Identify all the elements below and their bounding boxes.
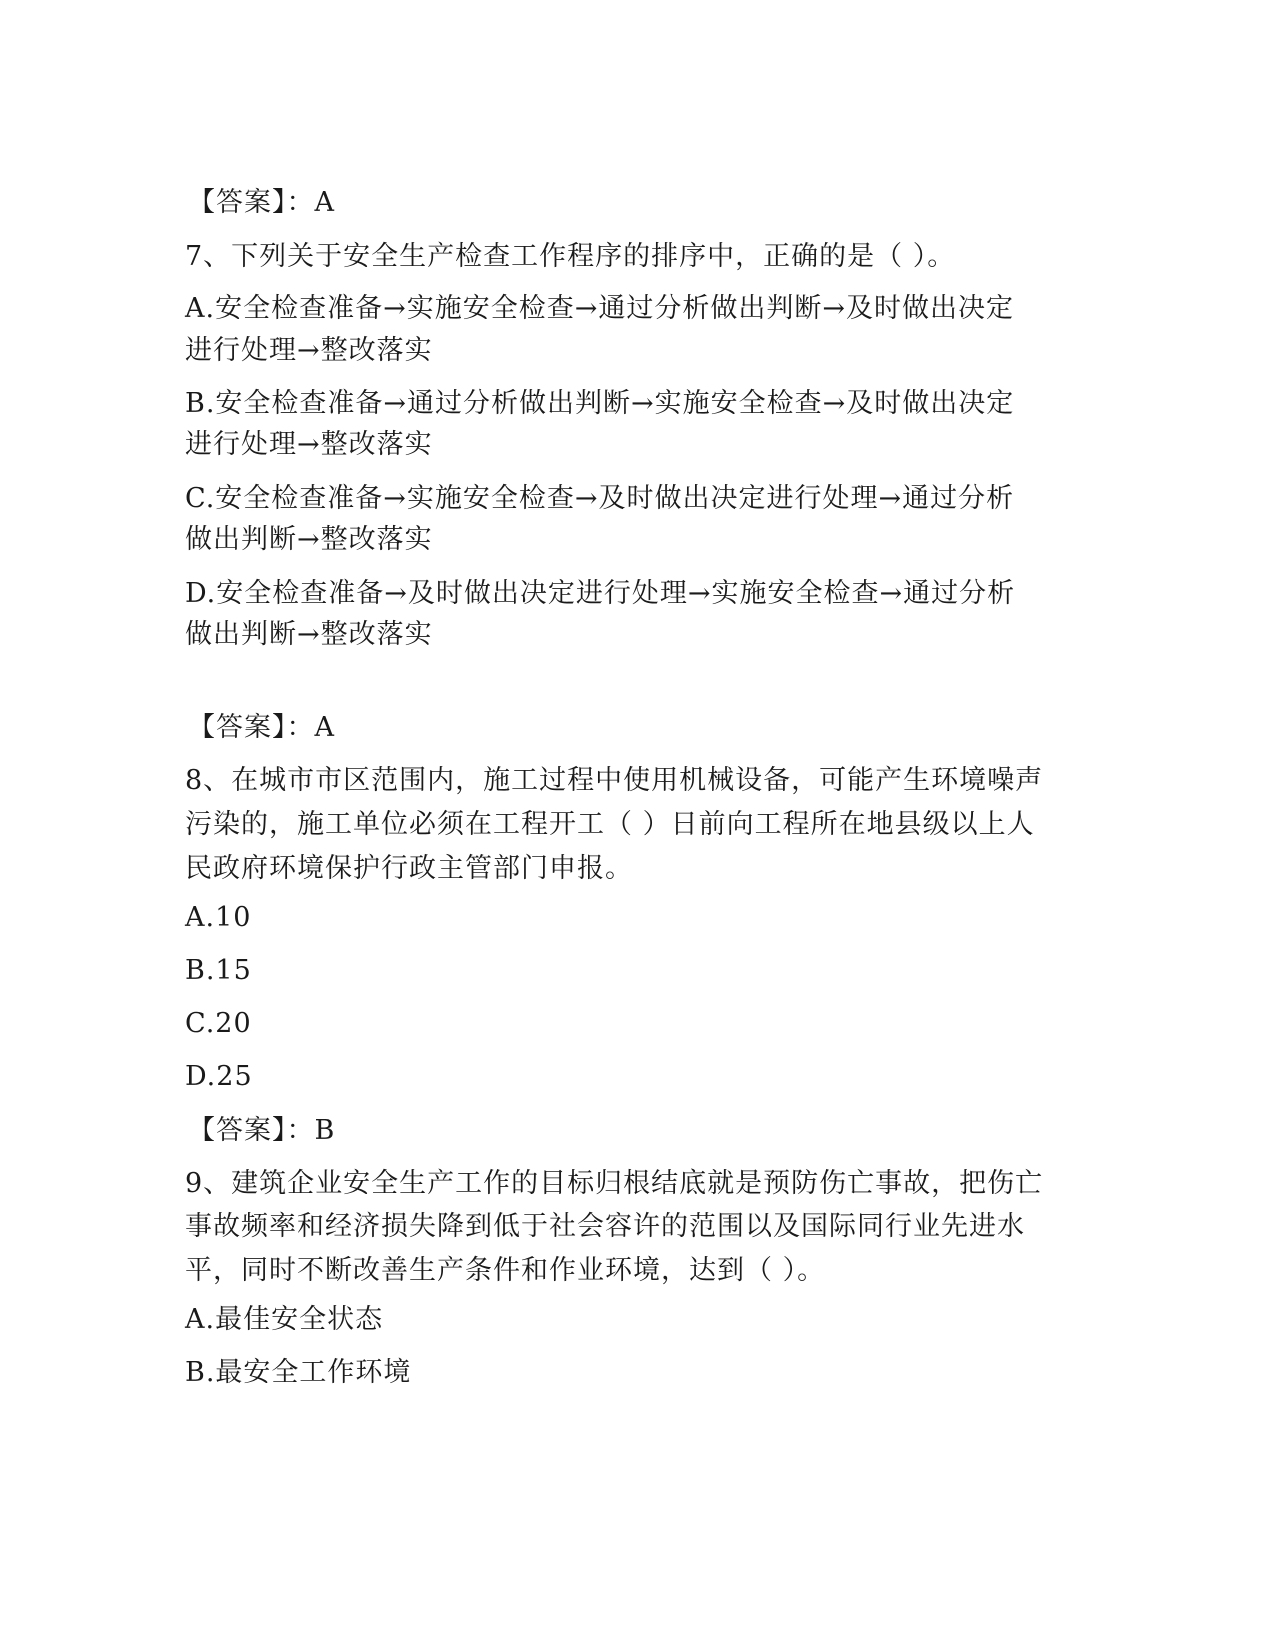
question-9-stem-line3: 平，同时不断改善生产条件和作业环境，达到（ ）。: [185, 1255, 826, 1286]
question-7-option-c-line2: 做出判断→整改落实: [185, 524, 433, 555]
question-8-stem-line1: 8、在城市市区范围内，施工过程中使用机械设备，可能产生环境噪声: [185, 765, 1044, 796]
question-7-option-d-line2: 做出判断→整改落实: [185, 619, 433, 650]
answer-8: 【答案】：B: [188, 1115, 336, 1146]
question-9-option-b: B.最安全工作环境: [185, 1357, 412, 1388]
answer-7: 【答案】：A: [188, 712, 335, 743]
question-8-option-b: B.15: [185, 955, 252, 986]
question-7-option-d-line1: D.安全检查准备→及时做出决定进行处理→实施安全检查→通过分析: [185, 578, 1016, 609]
question-9-option-a: A.最佳安全状态: [185, 1304, 384, 1335]
question-8-stem-line2: 污染的，施工单位必须在工程开工（ ）日前向工程所在地县级以上人: [185, 809, 1035, 840]
question-9-stem-line1: 9、建筑企业安全生产工作的目标归根结底就是预防伤亡事故，把伤亡: [185, 1168, 1044, 1199]
question-7-stem: 7、下列关于安全生产检查工作程序的排序中，正确的是（ ）。: [185, 241, 956, 272]
question-7-option-c-line1: C.安全检查准备→实施安全检查→及时做出决定进行处理→通过分析: [185, 483, 1015, 514]
question-9-stem-line2: 事故频率和经济损失降到低于社会容许的范围以及国际同行业先进水: [185, 1211, 1025, 1242]
answer-6: 【答案】：A: [188, 187, 335, 218]
question-8-option-a: A.10: [185, 902, 252, 933]
question-7-option-b-line2: 进行处理→整改落实: [185, 429, 433, 460]
question-7-option-a-line1: A.安全检查准备→实施安全检查→通过分析做出判断→及时做出决定: [185, 293, 1014, 324]
question-8-option-c: C.20: [185, 1008, 252, 1039]
question-8-option-d: D.25: [185, 1061, 253, 1092]
question-8-stem-line3: 民政府环境保护行政主管部门申报。: [185, 853, 633, 884]
question-7-option-a-line2: 进行处理→整改落实: [185, 335, 433, 366]
question-7-option-b-line1: B.安全检查准备→通过分析做出判断→实施安全检查→及时做出决定: [185, 388, 1015, 419]
